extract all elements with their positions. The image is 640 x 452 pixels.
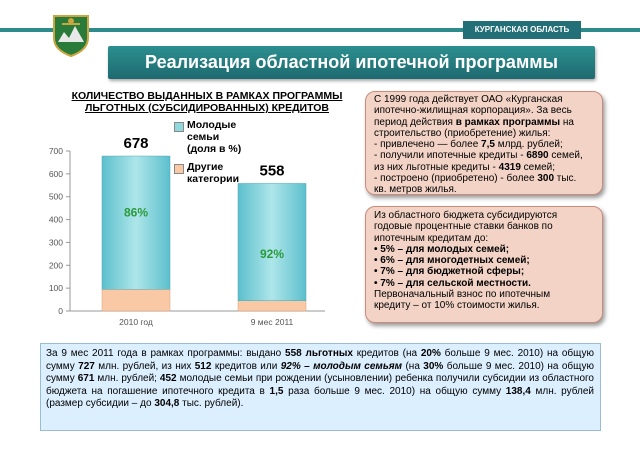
y-tick-label: 600 <box>48 168 63 179</box>
legend-label-young-2: семьи <box>187 131 220 143</box>
y-tick-label: 100 <box>48 283 63 294</box>
box2-line: Из областного бюджета субсидируются <box>374 210 558 221</box>
share-label-1: 92% <box>259 247 285 262</box>
box1-line: из них льготные кредиты - 4319 семей; <box>374 161 556 173</box>
legend-label-young-1: Молодые <box>187 119 237 131</box>
box1-line: - получили ипотечные кредиты - 6890 семей, <box>374 150 583 162</box>
box2-bullet: • 6% – для многодетных семей; <box>374 255 530 267</box>
y-tick-label: 500 <box>48 191 63 202</box>
box1-line: кв. метров жилья. <box>374 184 457 196</box>
page-title: Реализация областной ипотечной программы <box>145 52 558 72</box>
box1-line: - построено (приобретено) - более 300 тыс. <box>374 173 577 185</box>
legend-swatch-other <box>174 164 184 174</box>
box1-line: ипотечно-жилищная корпорация». За весь <box>374 105 572 117</box>
box2-line: Первоначальный взнос по ипотечным <box>374 289 551 301</box>
box1-line: строительство (приобретение) жилья: <box>374 127 551 139</box>
box2-bullet: • 7% – для бюджетной сферы; <box>374 266 525 278</box>
legend-swatch-young <box>174 122 184 132</box>
subsidy-rates-box <box>365 206 603 323</box>
y-tick-label: 700 <box>48 146 63 156</box>
legend-item-young-families <box>174 119 241 155</box>
legend-label-other-1: Другие <box>187 161 224 173</box>
y-tick-label: 400 <box>48 214 63 225</box>
total-label-0: 678 <box>123 135 149 153</box>
chart-title-line2: ЛЬГОТНЫХ (СУБСИДИРОВАННЫХ) КРЕДИТОВ <box>84 102 329 114</box>
summary-text: За 9 мес 2011 года в рамках программы: выдано 558 льготных кредитов (на 20% больше 9 мес. 2010) на общую сумму 727 млн. рублей, из них 512 кредитов или 92% – молодым семьям (на 30% больше 9 мес. 2010) на общую сумму 671 млн. рублей; 452 молодые семьи при рождении (усыновлении) ребенка получили субсидии из областного бюджета на погашение ипотечного кредита в 1,5 раза больше 9 мес. 2010) на общую сумму 138,4 млн. рублей (размер субсидии – до 304,8 тыс. рублей). <box>46 348 594 410</box>
corporation-info-box <box>365 91 603 195</box>
legend-label-other-2: категории <box>187 173 240 185</box>
category-label-0: 2010 год <box>119 317 153 327</box>
y-tick-label: 200 <box>48 260 63 271</box>
share-label-0: 86% <box>123 205 149 220</box>
box1-line: - привлечено — более 7,5 млрд. рублей; <box>374 139 563 151</box>
y-tick-label: 300 <box>48 237 63 248</box>
total-label-1: 558 <box>259 162 285 180</box>
bar-young-0 <box>102 156 170 289</box>
summary-box <box>40 343 601 431</box>
region-label: КУРГАНСКАЯ ОБЛАСТЬ <box>463 21 581 39</box>
box1-line: период действия в рамках программы на <box>374 116 574 128</box>
box2-bullet: • 5% – для молодых семей; <box>374 243 510 255</box>
y-tick-label: 0 <box>58 306 63 316</box>
legend-label-young-3: (доля в %) <box>187 143 242 155</box>
box2-line: ипотечным кредитам до: <box>374 232 489 244</box>
bar-young-1 <box>238 183 306 300</box>
chart-title-line1: КОЛИЧЕСТВО ВЫДАННЫХ В РАМКАХ ПРОГРАММЫ <box>71 90 343 102</box>
box2-line: кредиту – от 10% стоимости жилья. <box>374 300 540 312</box>
category-label-1: 9 мес 2011 <box>250 317 294 327</box>
bar-other-0 <box>102 289 170 311</box>
bar-other-1 <box>238 301 306 311</box>
box1-line: С 1999 года действует ОАО «Курганская <box>374 94 563 105</box>
box2-bullet: • 7% – для сельской местности. <box>374 277 531 289</box>
legend-item-other <box>174 161 239 185</box>
box2-line: годовые процентные ставки банков по <box>374 221 553 233</box>
